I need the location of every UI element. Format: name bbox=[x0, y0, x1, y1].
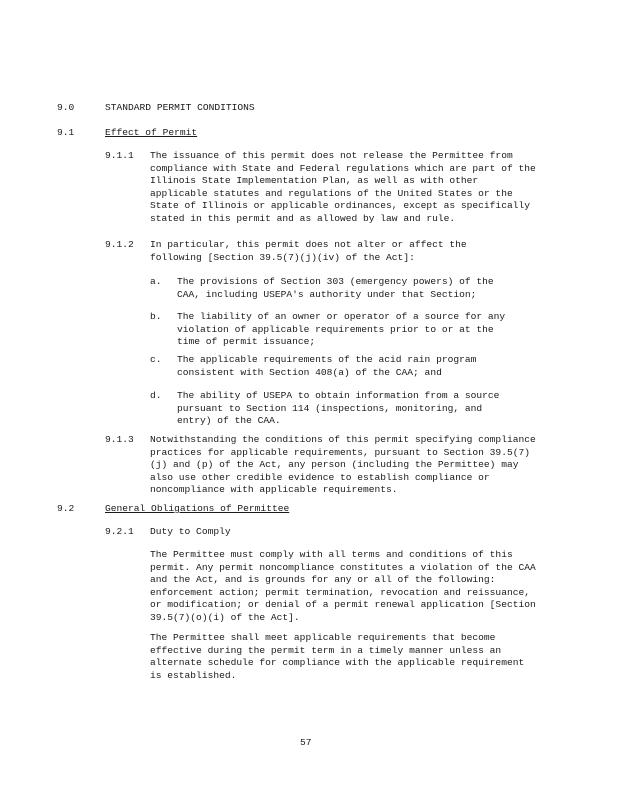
subitem-c-letter: c. bbox=[150, 354, 162, 365]
item-9-2-1-number: 9.2.1 bbox=[105, 526, 134, 537]
section-9-1-number: 9.1 bbox=[57, 127, 75, 138]
subitem-a-letter: a. bbox=[150, 276, 162, 287]
item-9-1-3-text: Notwithstanding the conditions of this permit specifying compliance practices for applicable requirements, pursuant to Section 39.5(7)(j) and (p) of the Act, any person (including the Permittee) may also use other credible evidence to establish compliance or noncompliance with applicable requirements. bbox=[150, 434, 536, 496]
section-9-0-title: STANDARD PERMIT CONDITIONS bbox=[105, 102, 255, 113]
subitem-c-text: The applicable requirements of the acid rain program consistent with Section 408(a) of the CAA; and bbox=[177, 354, 477, 378]
section-9-2-number: 9.2 bbox=[57, 503, 75, 514]
item-9-1-3-number: 9.1.3 bbox=[105, 434, 134, 445]
section-9-2-title: General Obligations of Permittee bbox=[105, 503, 290, 514]
subitem-b-text: The liability of an owner or operator of a source for any violation of applicable requirements prior to or at the time of permit issuance; bbox=[177, 311, 506, 348]
item-9-1-1-text: The issuance of this permit does not release the Permittee from compliance with State and Federal regulations which are part of the Illinois State Implementation Plan, as well as with other applicable statutes and regulations of the United States or the State of Illinois or applicable ordinances, except as specifically stated in this permit and as allowed by law and rule. bbox=[150, 150, 536, 224]
item-9-1-2-number: 9.1.2 bbox=[105, 239, 134, 250]
item-9-2-1-paragraph-2: The Permittee shall meet applicable requirements that become effective during the permit term in a timely manner unless an alternate schedule for compliance with the applicable requirement is established. bbox=[150, 632, 525, 681]
section-9-1-title: Effect of Permit bbox=[105, 127, 198, 138]
subitem-a-text: The provisions of Section 303 (emergency powers) of the CAA, including USEPA's authority under that Section; bbox=[177, 276, 494, 300]
subitem-d-letter: d. bbox=[150, 390, 162, 401]
item-9-2-1-title: Duty to Comply bbox=[150, 526, 231, 537]
item-9-1-1-number: 9.1.1 bbox=[105, 150, 134, 161]
section-9-0-number: 9.0 bbox=[57, 102, 75, 113]
subitem-d-text: The ability of USEPA to obtain information from a source pursuant to Section 114 (inspections, monitoring, and entry) of the CAA. bbox=[177, 390, 500, 427]
item-9-2-1-paragraph-1: The Permittee must comply with all terms and conditions of this permit. Any permit noncompliance constitutes a violation of the CAA and the Act, and is grounds for any or all of the following: enforcement action; permit termination, revocation and reissuance, or modification; or denial of a permit renewal application [Section 39.5(7)(o)(i) of the Act]. bbox=[150, 549, 536, 623]
page-number: 57 bbox=[300, 737, 312, 748]
subitem-b-letter: b. bbox=[150, 311, 162, 322]
item-9-1-2-text: In particular, this permit does not alter or affect the following [Section 39.5(7)(j)(iv) of the Act]: bbox=[150, 239, 467, 263]
